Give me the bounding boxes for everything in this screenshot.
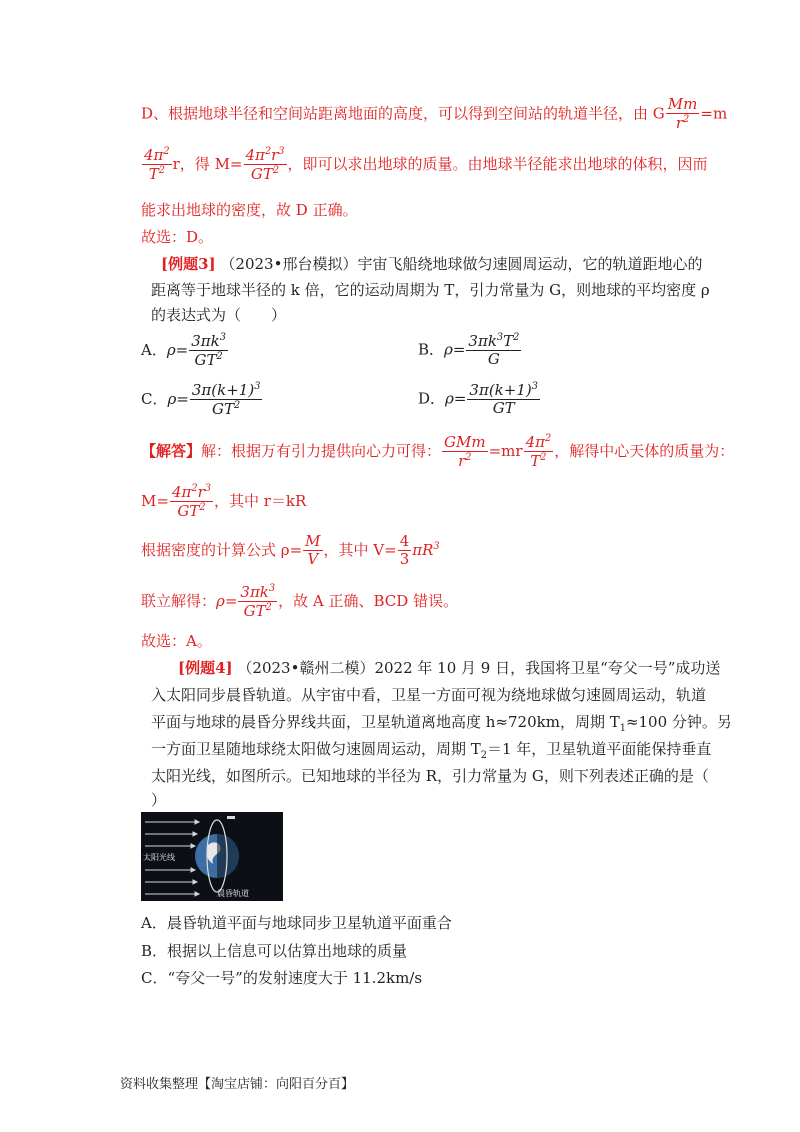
satellite-orbit-figure <box>141 812 283 901</box>
example3-solution-line4: 联立解得：ρ= $\frac{3\pi k^3}{GT^2}$ ，故 A 正确、BCD 错误。 <box>141 583 459 621</box>
formula-gmm-r2: $\frac{Mm}{r^2}$ <box>667 95 698 133</box>
example3-tag: [例题3] <box>161 255 216 273</box>
example4-line5: 太阳光线，如图所示。已知地球的半径为 R，引力常量为 G，则下列表述正确的是（ <box>151 767 709 785</box>
fig-label-sunlight: 太阳光线 <box>143 853 175 862</box>
example4-option-b: B．根据以上信息可以估算出地球的质量 <box>141 942 408 960</box>
example3-option-a: A．ρ= $\frac{3\pi k^3}{GT^2}$ <box>141 332 226 370</box>
formula-mass: $\frac{4\pi^2r^3}{GT^2}$ <box>245 146 285 184</box>
example4-line6: ） <box>151 791 167 809</box>
solution-d-line3: 能求出地球的密度，故 D 正确。 <box>141 201 358 219</box>
example3-line1: [例题3] （2023•邢台模拟）宇宙飞船绕地球做匀速圆周运动，它的轨道距地心的 <box>161 255 703 273</box>
example3-line2: 距离等于地球半径的 k 倍，它的运动周期为 T，引力常量为 G，则地球的平均密度 ρ <box>151 281 710 299</box>
solution-tag: 【解答】 <box>141 441 202 460</box>
solution-d-line2: $\frac{4\pi^2}{T^2}$ r，得 M= $\frac{4\pi^2r^3}{GT^2}$ ，即可以求出地球的质量。由地球半径能求出地球的体积，因而 <box>144 146 708 184</box>
example4-option-a: A．晨昏轨道平面与地球同步卫星轨道平面重合 <box>141 914 452 932</box>
example3-option-c: C．ρ= $\frac{3\pi(k+1)^3}{GT^2}$ <box>141 381 261 419</box>
example3-solution-line3: 根据密度的计算公式 ρ= $\frac{M}{V}$ ，其中 V= $\frac{4}{3}$ $\pi R^3$ <box>141 532 440 569</box>
example4-option-c: C．“夸父一号”的发射速度大于 11.2km/s <box>141 969 423 987</box>
example4-tag: [例题4] <box>178 659 233 677</box>
example3-solution-line2: M= $\frac{4\pi^2r^3}{GT^2}$ ，其中 r＝kR <box>141 483 307 521</box>
example4-line3: 平面与地球的晨昏分界线共面，卫星轨道离地高度 h≈720km，周期 $T_1\approx 100$ 分钟。另 <box>151 713 732 734</box>
page-footer: 资料收集整理【淘宝店铺：向阳百分百】 <box>120 1077 355 1092</box>
satellite-icon <box>227 816 235 819</box>
solution-d-line1: D、根据地球半径和空间站距离地面的高度，可以得到空间站的轨道半径，由 G $\frac{Mm}{r^2}$ =m <box>141 95 728 133</box>
example4-line1: [例题4] （2023•赣州二模）2022 年 10 月 9 日，我国将卫星“夸父一号”成功送 <box>178 659 721 677</box>
example3-solution-line1: 【解答】解：根据万有引力提供向心力可得： $\frac{\text{GMm}}{r^2}$ =mr $\frac{4\pi^2}{T^2}$ ，解得中心天体的质量为： <box>141 432 735 471</box>
example4-line2: 入太阳同步晨昏轨道。从宇宙中看，卫星一方面可视为绕地球做匀速圆周运动，轨道 <box>151 686 707 704</box>
example4-line4: 一方面卫星随地球绕太阳做匀速圆周运动，周期 $T_2=1$ 年，卫星轨道平面能保持垂直 <box>151 740 712 761</box>
solution-d-answer: 故选：D。 <box>141 228 214 246</box>
example3-option-b: B．ρ= $\frac{3\pi k^3T^2}{G}$ <box>418 332 520 369</box>
formula-4pi2-t2: $\frac{4\pi^2}{T^2}$ <box>144 146 170 184</box>
example3-line3: 的表达式为（ ） <box>151 306 287 324</box>
example3-answer: 故选：A。 <box>141 632 212 650</box>
fig-label-orbit: 晨昏轨道 <box>217 889 249 898</box>
example3-option-d: D．ρ= $\frac{3\pi(k+1)^3}{GT}$ <box>418 381 538 418</box>
